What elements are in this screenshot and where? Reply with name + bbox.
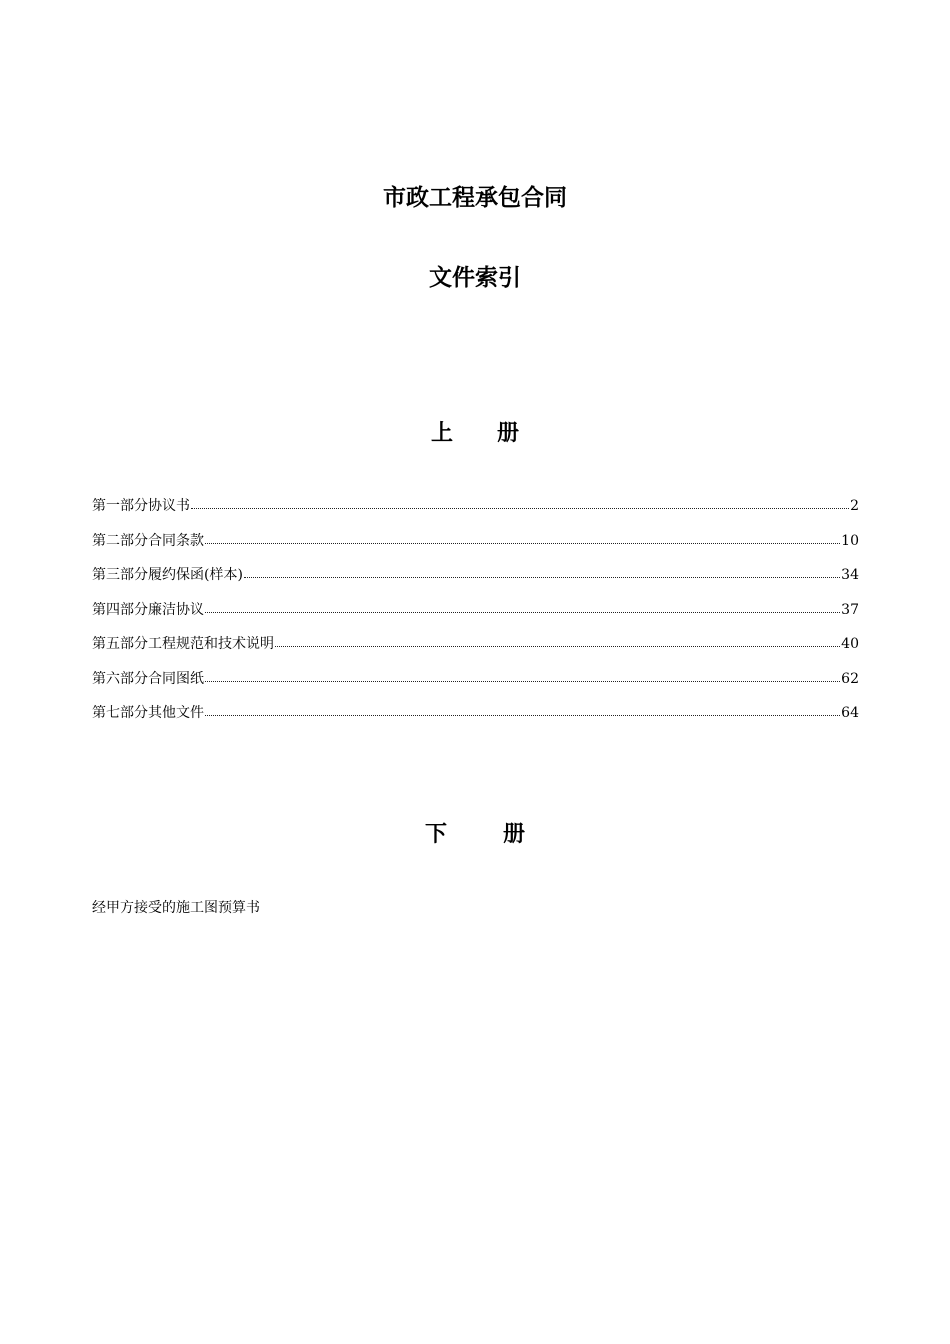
- toc-entry[interactable]: [92, 495, 859, 530]
- toc-dot-leader: [205, 600, 840, 614]
- lower-volume-heading-left: 下: [424, 822, 447, 847]
- toc-entry-page: 64: [841, 705, 859, 721]
- toc-entry[interactable]: [92, 564, 859, 599]
- toc-entry[interactable]: [92, 702, 859, 737]
- toc-entry-label: 第二部分合同条款: [92, 532, 204, 549]
- table-of-contents: [92, 495, 859, 737]
- document-title: 市政工程承包合同: [383, 185, 567, 211]
- lower-volume-heading: [0, 821, 950, 849]
- toc-dot-leader: [244, 565, 840, 579]
- toc-entry[interactable]: [92, 668, 859, 703]
- toc-dot-leader: [205, 703, 840, 717]
- toc-entry[interactable]: [92, 633, 859, 668]
- upper-volume-heading: [0, 420, 950, 448]
- toc-entry-label: 第四部分廉洁协议: [92, 601, 204, 618]
- toc-dot-leader: [205, 669, 840, 683]
- lower-volume-item: 经甲方接受的施工图预算书: [92, 900, 260, 916]
- toc-dot-leader: [275, 634, 840, 648]
- toc-dot-leader: [191, 496, 849, 510]
- upper-volume-heading-left: 上: [430, 421, 453, 446]
- upper-volume-heading-right: 册: [497, 421, 520, 446]
- toc-entry-label: 第六部分合同图纸: [92, 670, 204, 687]
- toc-entry-label: 第七部分其他文件: [92, 705, 204, 721]
- lower-volume-heading-right: 册: [503, 822, 526, 847]
- toc-entry-page: 2: [850, 498, 859, 514]
- toc-entry[interactable]: [92, 599, 859, 634]
- toc-entry-page: 40: [841, 636, 859, 652]
- toc-entry-page: 34: [841, 567, 859, 583]
- toc-entry-label: 第一部分协议书: [92, 498, 190, 514]
- toc-entry-label: 第五部分工程规范和技术说明: [92, 636, 274, 652]
- toc-dot-leader: [205, 531, 840, 545]
- toc-entry-page: 10: [841, 532, 859, 549]
- toc-entry[interactable]: [92, 530, 859, 565]
- document-subtitle: 文件索引: [429, 265, 521, 291]
- toc-entry-page: 37: [841, 601, 859, 618]
- toc-entry-label: 第三部分履约保函(样本): [92, 567, 243, 583]
- toc-entry-page: 62: [841, 670, 859, 687]
